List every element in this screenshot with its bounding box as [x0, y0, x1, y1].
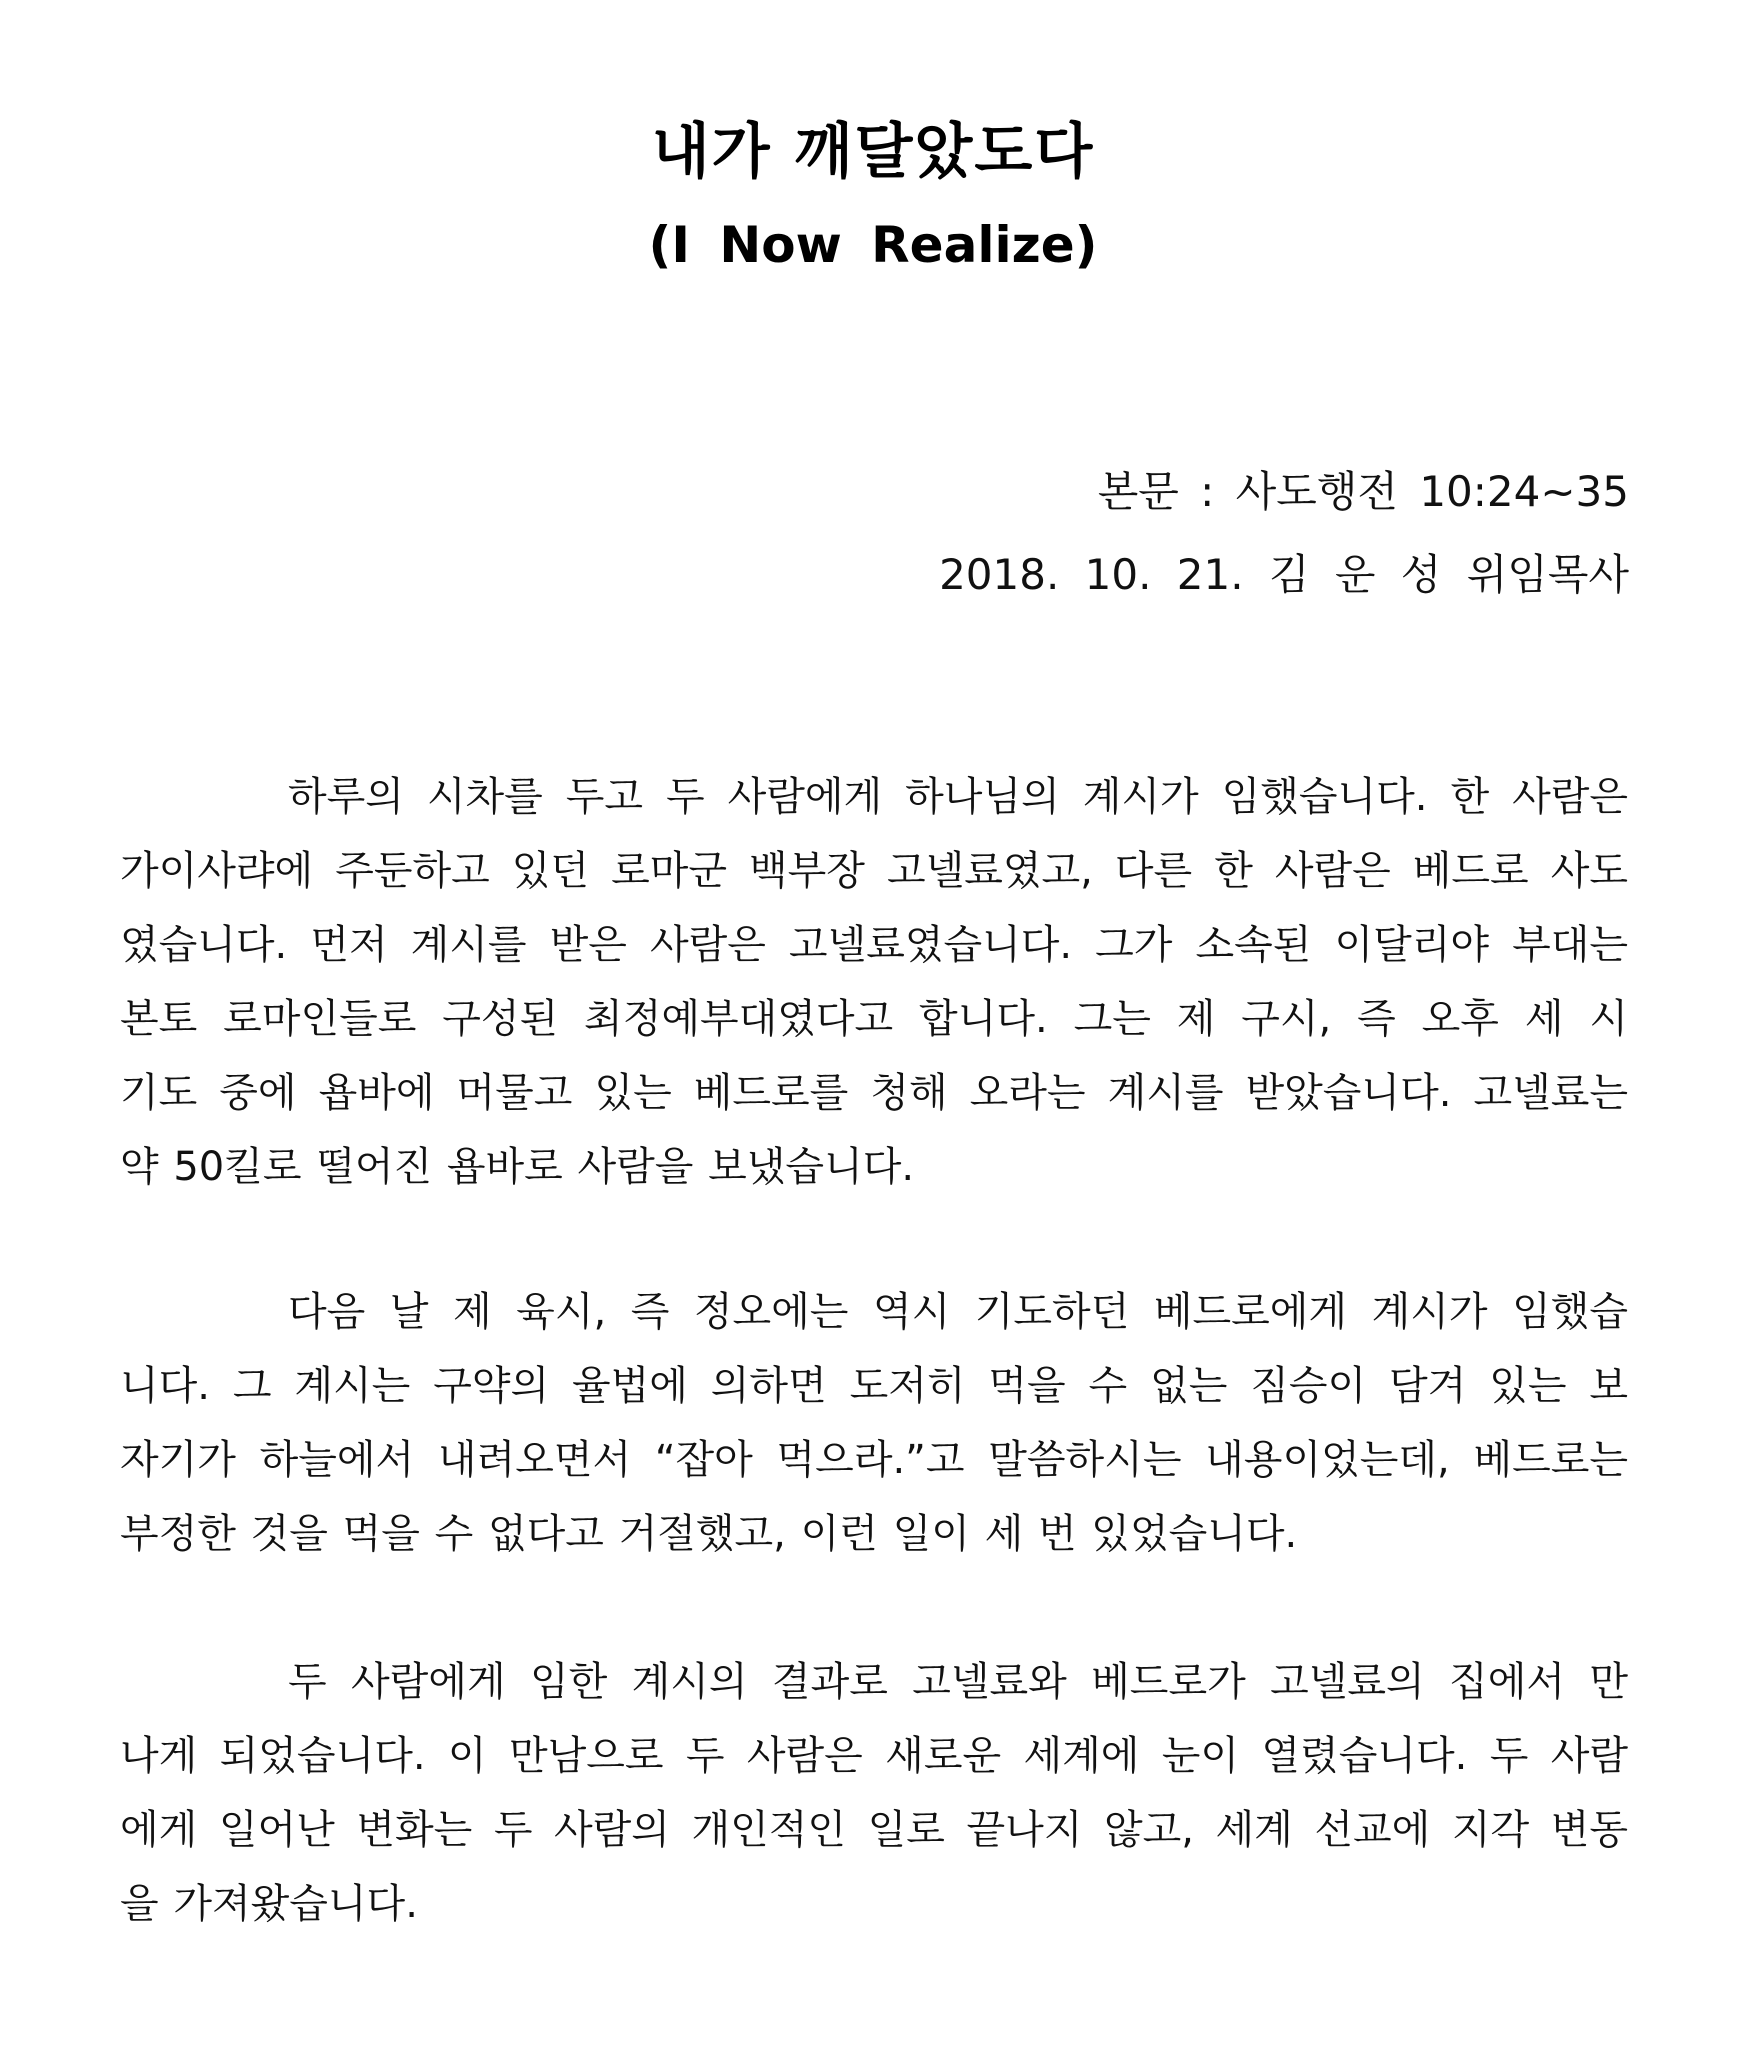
paragraph-line: 본토 로마인들로 구성된 최정예부대였다고 합니다. 그는 제 구시, 즉 오후 세 시 — [120, 996, 1628, 1042]
scripture-reference: 본문 : 사도행전 10:24~35 — [1097, 467, 1629, 516]
paragraph-line: 다음 날 제 육시, 즉 정오에는 역시 기도하던 베드로에게 계시가 임했습 — [288, 1289, 1628, 1335]
sermon-paragraph-2 — [120, 1275, 1628, 1571]
paragraph-line: 두 사람에게 임한 계시의 결과로 고넬료와 베드로가 고넬료의 집에서 만 — [288, 1659, 1628, 1705]
paragraph-line: 기도 중에 욥바에 머물고 있는 베드로를 청해 오라는 계시를 받았습니다. 고넬료는 — [120, 1070, 1628, 1116]
sermon-title-english: (I Now Realize) — [648, 216, 1098, 274]
paragraph-line: 자기가 하늘에서 내려오면서 “잡아 먹으라.”고 말씀하시는 내용이었는데, 베드로는 — [120, 1437, 1628, 1483]
paragraph-line: 가이사랴에 주둔하고 있던 로마군 백부장 고넬료였고, 다른 한 사람은 베드로 사도 — [120, 848, 1628, 894]
paragraph-line: 약 50킬로 떨어진 욥바로 사람을 보냈습니다. — [120, 1144, 915, 1190]
sermon-paragraph-1 — [120, 760, 1628, 1204]
paragraph-line: 을 가져왔습니다. — [120, 1881, 418, 1927]
paragraph-line: 나게 되었습니다. 이 만남으로 두 사람은 새로운 세계에 눈이 열렸습니다. 두 사람 — [120, 1733, 1628, 1779]
sermon-paragraph-3 — [120, 1645, 1628, 1941]
date-and-author: 2018. 10. 21. 김 운 성 위임목사 — [939, 550, 1629, 599]
paragraph-line: 하루의 시차를 두고 두 사람에게 하나님의 계시가 임했습니다. 한 사람은 — [288, 774, 1628, 820]
sermon-title-korean: 내가 깨달았도다 — [651, 117, 1095, 187]
paragraph-line: 에게 일어난 변화는 두 사람의 개인적인 일로 끝나지 않고, 세계 선교에 지각 변동 — [120, 1807, 1628, 1853]
paragraph-line: 였습니다. 먼저 계시를 받은 사람은 고넬료였습니다. 그가 소속된 이달리야 부대는 — [120, 922, 1628, 968]
paragraph-line: 부정한 것을 먹을 수 없다고 거절했고, 이런 일이 세 번 있었습니다. — [120, 1511, 1298, 1557]
paragraph-line: 니다. 그 계시는 구약의 율법에 의하면 도저히 먹을 수 없는 짐승이 담겨 있는 보 — [120, 1363, 1628, 1409]
